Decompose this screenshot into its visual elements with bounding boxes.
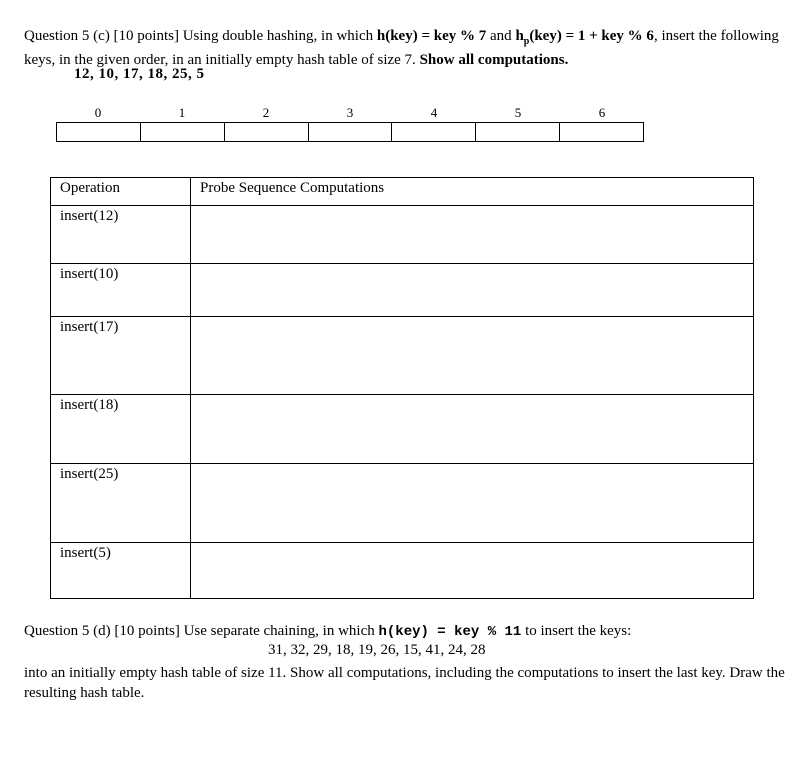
table-row (51, 543, 754, 599)
table-row (51, 395, 754, 464)
hash-slot[interactable] (476, 123, 560, 141)
probe-sequence-table (50, 177, 754, 599)
question-d-suffix: to insert the keys: (521, 623, 632, 639)
question-d-instructions: into an initially empty hash table of size 11. Show all computations, including the computations to insert the last key. Draw the resulting hash table. (24, 665, 785, 701)
hash-slot[interactable] (225, 123, 309, 141)
hash-slot[interactable] (560, 123, 643, 141)
table-row (51, 206, 754, 264)
hash-slot[interactable] (309, 123, 393, 141)
hash-index: 2 (262, 105, 270, 120)
operation-cell: insert(18) (51, 395, 191, 464)
computation-cell[interactable] (191, 464, 754, 543)
computation-cell[interactable] (191, 317, 754, 395)
hash-index: 0 (94, 105, 102, 120)
show-all-computations: Show all computations. (419, 52, 569, 68)
hash-slot[interactable] (57, 123, 141, 141)
operation-cell: insert(17) (51, 317, 191, 395)
hash-table-slots (56, 122, 644, 142)
question-c-prefix: Question 5 (c) [10 points] Using double hashing, in which (24, 28, 377, 44)
hash-table-indices (56, 105, 644, 121)
secondary-hash-formula (515, 28, 654, 47)
operation-cell: insert(10) (51, 264, 191, 317)
secondary-hash-name: h (515, 28, 524, 44)
table-row (51, 464, 754, 543)
question-c-and: and (486, 28, 516, 44)
computation-cell[interactable] (191, 543, 754, 599)
secondary-hash-subscript: p (523, 36, 530, 47)
question-d-prefix: Question 5 (d) [10 points] Use separate chaining, in which (24, 623, 379, 639)
table-row (51, 264, 754, 317)
hash-index: 4 (430, 105, 438, 120)
question-d-keys: 31, 32, 29, 18, 19, 26, 15, 41, 24, 28 (268, 642, 486, 658)
operation-cell: insert(25) (51, 464, 191, 543)
question-c-text (24, 27, 794, 70)
operation-header: Operation (51, 178, 191, 206)
secondary-hash-rest: (key) = 1 + key % 6 (529, 28, 654, 44)
question-d-text (24, 621, 794, 642)
operation-cell: insert(12) (51, 206, 191, 264)
computation-cell[interactable] (191, 206, 754, 264)
computation-cell[interactable] (191, 395, 754, 464)
computation-cell[interactable] (191, 264, 754, 317)
primary-hash-formula: h(key) = key % 7 (376, 28, 487, 44)
operation-cell: insert(5) (51, 543, 191, 599)
hash-index: 1 (178, 105, 186, 120)
question-c-mid: , insert the following keys, in the given order, in an initially empty hash table of size 7. (24, 28, 779, 68)
chaining-hash-code: h(key) = key % 11 (378, 624, 522, 640)
hash-slot[interactable] (141, 123, 225, 141)
hash-index: 6 (598, 105, 606, 120)
hash-index: 3 (346, 105, 354, 120)
table-row (51, 317, 754, 395)
hash-index: 5 (514, 105, 522, 120)
computations-header: Probe Sequence Computations (191, 178, 754, 206)
question-c-keys: 12, 10, 17, 18, 25, 5 (74, 66, 205, 82)
hash-slot[interactable] (392, 123, 476, 141)
table-header-row (51, 178, 754, 206)
